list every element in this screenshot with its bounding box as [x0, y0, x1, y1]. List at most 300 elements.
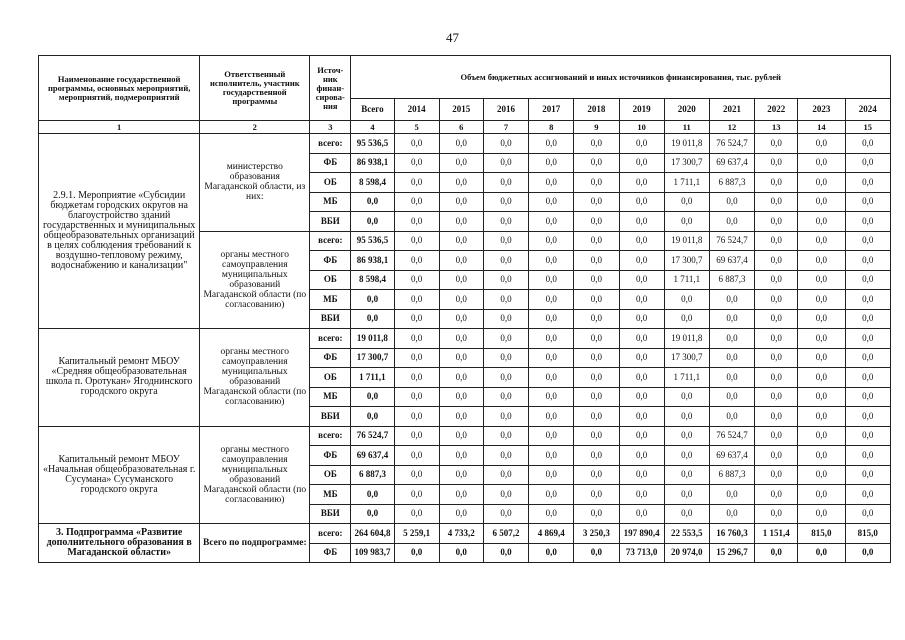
year-value: 0,0 — [439, 231, 483, 251]
page-number: 47 — [446, 30, 459, 45]
year-value: 0,0 — [483, 368, 528, 388]
column-index: 1 — [39, 121, 200, 134]
header-volume: Объем бюджетных ассигнований и иных источников финансирования, тыс. рублей — [351, 56, 891, 99]
column-index: 6 — [439, 121, 483, 134]
year-value: 0,0 — [439, 251, 483, 271]
total-value: 69 637,4 — [351, 446, 394, 466]
year-value: 0,0 — [845, 309, 890, 329]
year-value: 19 011,8 — [664, 134, 709, 154]
header-name: Наименование государственной программы, основных мероприятий, мероприятий, подмероприятий — [39, 56, 200, 121]
year-value: 0,0 — [574, 348, 619, 368]
year-value: 0,0 — [529, 134, 574, 154]
year-value: 0,0 — [798, 465, 845, 485]
column-index: 5 — [394, 121, 439, 134]
year-value: 0,0 — [709, 504, 754, 524]
total-value: 0,0 — [351, 407, 394, 427]
year-value: 0,0 — [483, 407, 528, 427]
year-value: 0,0 — [394, 173, 439, 193]
year-value: 0,0 — [845, 368, 890, 388]
year-value: 0,0 — [664, 387, 709, 407]
year-value: 0,0 — [755, 173, 798, 193]
year-value: 0,0 — [529, 251, 574, 271]
year-value: 0,0 — [439, 270, 483, 290]
year-value: 0,0 — [439, 426, 483, 446]
total-value: 17 300,7 — [351, 348, 394, 368]
year-value: 0,0 — [619, 153, 664, 173]
year-value: 0,0 — [394, 426, 439, 446]
year-value: 0,0 — [709, 329, 754, 349]
year-value: 0,0 — [394, 290, 439, 310]
year-value: 0,0 — [483, 387, 528, 407]
year-value: 0,0 — [529, 407, 574, 427]
column-index: 11 — [664, 121, 709, 134]
year-value: 0,0 — [619, 348, 664, 368]
year-value: 0,0 — [709, 192, 754, 212]
year-value: 69 637,4 — [709, 153, 754, 173]
year-value: 0,0 — [664, 485, 709, 505]
funding-source: ФБ — [310, 348, 351, 368]
year-value: 1 711,1 — [664, 270, 709, 290]
year-value: 0,0 — [529, 270, 574, 290]
year-value: 0,0 — [394, 543, 439, 563]
year-value: 0,0 — [798, 212, 845, 232]
year-value: 0,0 — [755, 270, 798, 290]
year-value: 0,0 — [394, 446, 439, 466]
year-value: 0,0 — [709, 212, 754, 232]
year-value: 0,0 — [709, 387, 754, 407]
year-value: 0,0 — [439, 290, 483, 310]
year-value: 0,0 — [483, 231, 528, 251]
year-value: 0,0 — [755, 309, 798, 329]
year-value: 0,0 — [574, 270, 619, 290]
year-value: 69 637,4 — [709, 446, 754, 466]
year-value: 0,0 — [755, 504, 798, 524]
year-value: 0,0 — [755, 465, 798, 485]
year-value: 76 524,7 — [709, 134, 754, 154]
year-value: 0,0 — [394, 212, 439, 232]
year-value: 0,0 — [755, 446, 798, 466]
year-value: 0,0 — [845, 407, 890, 427]
year-value: 0,0 — [845, 348, 890, 368]
column-index: 9 — [574, 121, 619, 134]
year-value: 0,0 — [619, 290, 664, 310]
year-value: 0,0 — [798, 348, 845, 368]
year-value: 0,0 — [439, 543, 483, 563]
total-value: 0,0 — [351, 309, 394, 329]
year-value: 0,0 — [574, 504, 619, 524]
year-value: 0,0 — [619, 270, 664, 290]
year-value: 0,0 — [483, 212, 528, 232]
header-total: Всего — [351, 99, 394, 121]
year-value: 0,0 — [755, 407, 798, 427]
year-value: 17 300,7 — [664, 348, 709, 368]
year-value: 0,0 — [574, 485, 619, 505]
year-value: 0,0 — [845, 290, 890, 310]
year-value: 0,0 — [619, 504, 664, 524]
year-value: 0,0 — [574, 212, 619, 232]
column-index: 7 — [483, 121, 528, 134]
year-value: 0,0 — [755, 485, 798, 505]
year-value: 0,0 — [755, 231, 798, 251]
year-value: 0,0 — [574, 329, 619, 349]
year-value: 0,0 — [798, 173, 845, 193]
funding-source: ФБ — [310, 446, 351, 466]
year-value: 0,0 — [619, 368, 664, 388]
year-value: 0,0 — [439, 212, 483, 232]
year-value: 1 711,1 — [664, 368, 709, 388]
year-value: 69 637,4 — [709, 251, 754, 271]
year-value: 0,0 — [483, 348, 528, 368]
year-value: 16 760,3 — [709, 524, 754, 544]
year-value: 0,0 — [394, 231, 439, 251]
year-value: 0,0 — [529, 290, 574, 310]
year-value: 0,0 — [439, 465, 483, 485]
year-value: 0,0 — [664, 504, 709, 524]
year-value: 0,0 — [798, 231, 845, 251]
total-value: 8 598,4 — [351, 270, 394, 290]
year-value: 0,0 — [529, 446, 574, 466]
header-year-2021: 2021 — [709, 99, 754, 121]
column-index: 8 — [529, 121, 574, 134]
program-name: 3. Подпрограмма «Развитие дополнительного образования в Магаданской области» — [39, 524, 200, 563]
total-value: 1 711,1 — [351, 368, 394, 388]
year-value: 0,0 — [529, 504, 574, 524]
year-value: 0,0 — [574, 251, 619, 271]
year-value: 0,0 — [529, 192, 574, 212]
year-value: 0,0 — [483, 192, 528, 212]
year-value: 17 300,7 — [664, 153, 709, 173]
year-value: 0,0 — [574, 368, 619, 388]
year-value: 6 507,2 — [483, 524, 528, 544]
year-value: 0,0 — [574, 543, 619, 563]
year-value: 73 713,0 — [619, 543, 664, 563]
year-value: 4 869,4 — [529, 524, 574, 544]
year-value: 0,0 — [755, 153, 798, 173]
year-value: 0,0 — [483, 465, 528, 485]
year-value: 0,0 — [439, 153, 483, 173]
column-index: 10 — [619, 121, 664, 134]
year-value: 0,0 — [619, 485, 664, 505]
year-value: 0,0 — [798, 251, 845, 271]
program-name: 2.9.1. Мероприятие «Субсидии бюджетам городских округов на благоустройство зданий государственных и муниципальных общеобразовательных организаций в целях соблюдения требований к воздушно-тепловому режиму, водоснабжению и канализации" — [39, 134, 200, 329]
year-value: 0,0 — [709, 368, 754, 388]
year-value: 0,0 — [845, 329, 890, 349]
funding-source: ФБ — [310, 153, 351, 173]
year-value: 0,0 — [529, 348, 574, 368]
year-value: 0,0 — [709, 290, 754, 310]
year-value: 0,0 — [483, 309, 528, 329]
year-value: 0,0 — [798, 309, 845, 329]
year-value: 0,0 — [394, 134, 439, 154]
year-value: 0,0 — [529, 309, 574, 329]
year-value: 0,0 — [845, 134, 890, 154]
total-value: 6 887,3 — [351, 465, 394, 485]
year-value: 1 151,4 — [755, 524, 798, 544]
year-value: 0,0 — [664, 465, 709, 485]
year-value: 0,0 — [845, 251, 890, 271]
year-value: 0,0 — [574, 173, 619, 193]
year-value: 0,0 — [574, 309, 619, 329]
year-value: 0,0 — [483, 290, 528, 310]
year-value: 0,0 — [664, 407, 709, 427]
header-source: Источ-ник финан-сирова-ния — [310, 56, 351, 121]
year-value: 76 524,7 — [709, 231, 754, 251]
funding-source: МБ — [310, 290, 351, 310]
year-value: 0,0 — [574, 465, 619, 485]
year-value: 0,0 — [439, 504, 483, 524]
year-value: 0,0 — [755, 251, 798, 271]
year-value: 0,0 — [483, 329, 528, 349]
total-value: 8 598,4 — [351, 173, 394, 193]
year-value: 0,0 — [755, 134, 798, 154]
year-value: 197 890,4 — [619, 524, 664, 544]
funding-source: всего: — [310, 524, 351, 544]
year-value: 20 974,0 — [664, 543, 709, 563]
year-value: 0,0 — [529, 231, 574, 251]
year-value: 0,0 — [798, 270, 845, 290]
funding-source: всего: — [310, 134, 351, 154]
year-value: 0,0 — [483, 153, 528, 173]
year-value: 0,0 — [664, 290, 709, 310]
year-value: 0,0 — [483, 270, 528, 290]
total-value: 86 938,1 — [351, 251, 394, 271]
year-value: 1 711,1 — [664, 173, 709, 193]
funding-source: ФБ — [310, 543, 351, 563]
header-year-2022: 2022 — [755, 99, 798, 121]
table-row — [39, 426, 891, 446]
year-value: 0,0 — [845, 153, 890, 173]
header-year-2016: 2016 — [483, 99, 528, 121]
year-value: 0,0 — [439, 348, 483, 368]
year-value: 0,0 — [755, 348, 798, 368]
executor-name: органы местного самоуправления муниципальных образований Магаданской области (по согласованию) — [200, 231, 310, 329]
year-value: 0,0 — [619, 134, 664, 154]
year-value: 0,0 — [798, 387, 845, 407]
year-value: 0,0 — [439, 192, 483, 212]
header-year-2023: 2023 — [798, 99, 845, 121]
year-value: 15 296,7 — [709, 543, 754, 563]
funding-source: ВБИ — [310, 407, 351, 427]
year-value: 0,0 — [439, 485, 483, 505]
year-value: 0,0 — [574, 192, 619, 212]
year-value: 0,0 — [394, 485, 439, 505]
year-value: 0,0 — [483, 543, 528, 563]
year-value: 0,0 — [664, 446, 709, 466]
year-value: 0,0 — [709, 309, 754, 329]
year-value: 6 887,3 — [709, 270, 754, 290]
executor-name: Всего по подпрограмме: — [200, 524, 310, 563]
year-value: 0,0 — [845, 173, 890, 193]
year-value: 0,0 — [439, 407, 483, 427]
year-value: 0,0 — [619, 446, 664, 466]
total-value: 0,0 — [351, 290, 394, 310]
year-value: 0,0 — [483, 173, 528, 193]
column-index: 3 — [310, 121, 351, 134]
year-value: 0,0 — [845, 212, 890, 232]
funding-source: МБ — [310, 192, 351, 212]
year-value: 0,0 — [664, 426, 709, 446]
year-value: 4 733,2 — [439, 524, 483, 544]
year-value: 815,0 — [798, 524, 845, 544]
year-value: 0,0 — [798, 446, 845, 466]
table-row — [39, 134, 891, 154]
column-index: 4 — [351, 121, 394, 134]
year-value: 0,0 — [394, 251, 439, 271]
year-value: 0,0 — [394, 309, 439, 329]
program-name: Капитальный ремонт МБОУ «Начальная общеобразовательная г. Сусумана» Сусуманского городского округа — [39, 426, 200, 524]
total-value: 95 536,5 — [351, 134, 394, 154]
year-value: 0,0 — [798, 290, 845, 310]
column-index: 2 — [200, 121, 310, 134]
year-value: 0,0 — [845, 192, 890, 212]
header-year-2019: 2019 — [619, 99, 664, 121]
funding-source: всего: — [310, 231, 351, 251]
year-value: 0,0 — [483, 446, 528, 466]
year-value: 0,0 — [664, 192, 709, 212]
program-name: Капитальный ремонт МБОУ «Средняя общеобразовательная школа п. Оротукан» Ягоднинского городского округа — [39, 329, 200, 427]
executor-name: министерство образования Магаданской области, из них: — [200, 134, 310, 232]
year-value: 19 011,8 — [664, 329, 709, 349]
header-year-2018: 2018 — [574, 99, 619, 121]
year-value: 0,0 — [798, 504, 845, 524]
funding-source: всего: — [310, 329, 351, 349]
total-value: 109 983,7 — [351, 543, 394, 563]
total-value: 0,0 — [351, 485, 394, 505]
year-value: 0,0 — [529, 153, 574, 173]
year-value: 0,0 — [483, 485, 528, 505]
year-value: 0,0 — [709, 485, 754, 505]
year-value: 0,0 — [483, 504, 528, 524]
executor-name: органы местного самоуправления муниципальных образований Магаданской области (по согласованию) — [200, 329, 310, 427]
column-index: 13 — [755, 121, 798, 134]
total-value: 86 938,1 — [351, 153, 394, 173]
year-value: 0,0 — [798, 407, 845, 427]
year-value: 0,0 — [845, 504, 890, 524]
year-value: 0,0 — [619, 173, 664, 193]
year-value: 0,0 — [394, 348, 439, 368]
table-row — [39, 329, 891, 349]
total-value: 0,0 — [351, 212, 394, 232]
funding-source: ВБИ — [310, 212, 351, 232]
year-value: 0,0 — [664, 309, 709, 329]
year-value: 0,0 — [709, 407, 754, 427]
year-value: 0,0 — [845, 485, 890, 505]
year-value: 0,0 — [439, 173, 483, 193]
year-value: 0,0 — [394, 329, 439, 349]
column-index-row — [39, 121, 891, 134]
year-value: 0,0 — [755, 329, 798, 349]
year-value: 76 524,7 — [709, 426, 754, 446]
funding-source: ВБИ — [310, 504, 351, 524]
funding-source: ОБ — [310, 465, 351, 485]
year-value: 0,0 — [845, 446, 890, 466]
year-value: 0,0 — [619, 407, 664, 427]
header-executor: Ответственный исполнитель, участник государственной программы — [200, 56, 310, 121]
year-value: 0,0 — [619, 329, 664, 349]
year-value: 0,0 — [394, 407, 439, 427]
year-value: 0,0 — [574, 153, 619, 173]
year-value: 0,0 — [529, 426, 574, 446]
year-value: 0,0 — [755, 387, 798, 407]
funding-source: ОБ — [310, 368, 351, 388]
column-index: 15 — [845, 121, 890, 134]
year-value: 0,0 — [755, 543, 798, 563]
year-value: 815,0 — [845, 524, 890, 544]
year-value: 0,0 — [755, 368, 798, 388]
funding-source: МБ — [310, 485, 351, 505]
year-value: 0,0 — [619, 309, 664, 329]
total-value: 0,0 — [351, 387, 394, 407]
year-value: 0,0 — [619, 465, 664, 485]
executor-name: органы местного самоуправления муниципальных образований Магаданской области (по согласованию) — [200, 426, 310, 524]
year-value: 0,0 — [439, 309, 483, 329]
year-value: 6 887,3 — [709, 173, 754, 193]
header-year-2017: 2017 — [529, 99, 574, 121]
year-value: 0,0 — [709, 348, 754, 368]
funding-source: ВБИ — [310, 309, 351, 329]
header-year-2024: 2024 — [845, 99, 890, 121]
year-value: 3 250,3 — [574, 524, 619, 544]
year-value: 0,0 — [619, 251, 664, 271]
year-value: 5 259,1 — [394, 524, 439, 544]
year-value: 0,0 — [619, 212, 664, 232]
year-value: 0,0 — [483, 251, 528, 271]
year-value: 6 887,3 — [709, 465, 754, 485]
year-value: 0,0 — [574, 134, 619, 154]
year-value: 0,0 — [439, 329, 483, 349]
year-value: 0,0 — [394, 368, 439, 388]
year-value: 0,0 — [755, 192, 798, 212]
year-value: 19 011,8 — [664, 231, 709, 251]
column-index: 12 — [709, 121, 754, 134]
year-value: 0,0 — [798, 485, 845, 505]
year-value: 0,0 — [529, 387, 574, 407]
year-value: 0,0 — [574, 290, 619, 310]
year-value: 0,0 — [529, 485, 574, 505]
year-value: 0,0 — [755, 212, 798, 232]
year-value: 0,0 — [529, 329, 574, 349]
funding-source: ФБ — [310, 251, 351, 271]
year-value: 0,0 — [845, 465, 890, 485]
year-value: 0,0 — [574, 231, 619, 251]
year-value: 0,0 — [755, 290, 798, 310]
header-year-2014: 2014 — [394, 99, 439, 121]
year-value: 0,0 — [798, 368, 845, 388]
year-value: 0,0 — [664, 212, 709, 232]
year-value: 0,0 — [439, 368, 483, 388]
year-value: 0,0 — [529, 543, 574, 563]
year-value: 0,0 — [798, 426, 845, 446]
total-value: 0,0 — [351, 504, 394, 524]
year-value: 0,0 — [483, 426, 528, 446]
year-value: 0,0 — [394, 153, 439, 173]
total-value: 76 524,7 — [351, 426, 394, 446]
year-value: 0,0 — [845, 270, 890, 290]
year-value: 0,0 — [619, 192, 664, 212]
funding-source: ОБ — [310, 270, 351, 290]
year-value: 0,0 — [394, 192, 439, 212]
funding-source: ОБ — [310, 173, 351, 193]
header-year-2015: 2015 — [439, 99, 483, 121]
year-value: 0,0 — [798, 329, 845, 349]
funding-source: МБ — [310, 387, 351, 407]
year-value: 0,0 — [755, 426, 798, 446]
year-value: 0,0 — [845, 231, 890, 251]
year-value: 0,0 — [529, 368, 574, 388]
table-row — [39, 524, 891, 544]
year-value: 0,0 — [529, 212, 574, 232]
year-value: 0,0 — [439, 446, 483, 466]
